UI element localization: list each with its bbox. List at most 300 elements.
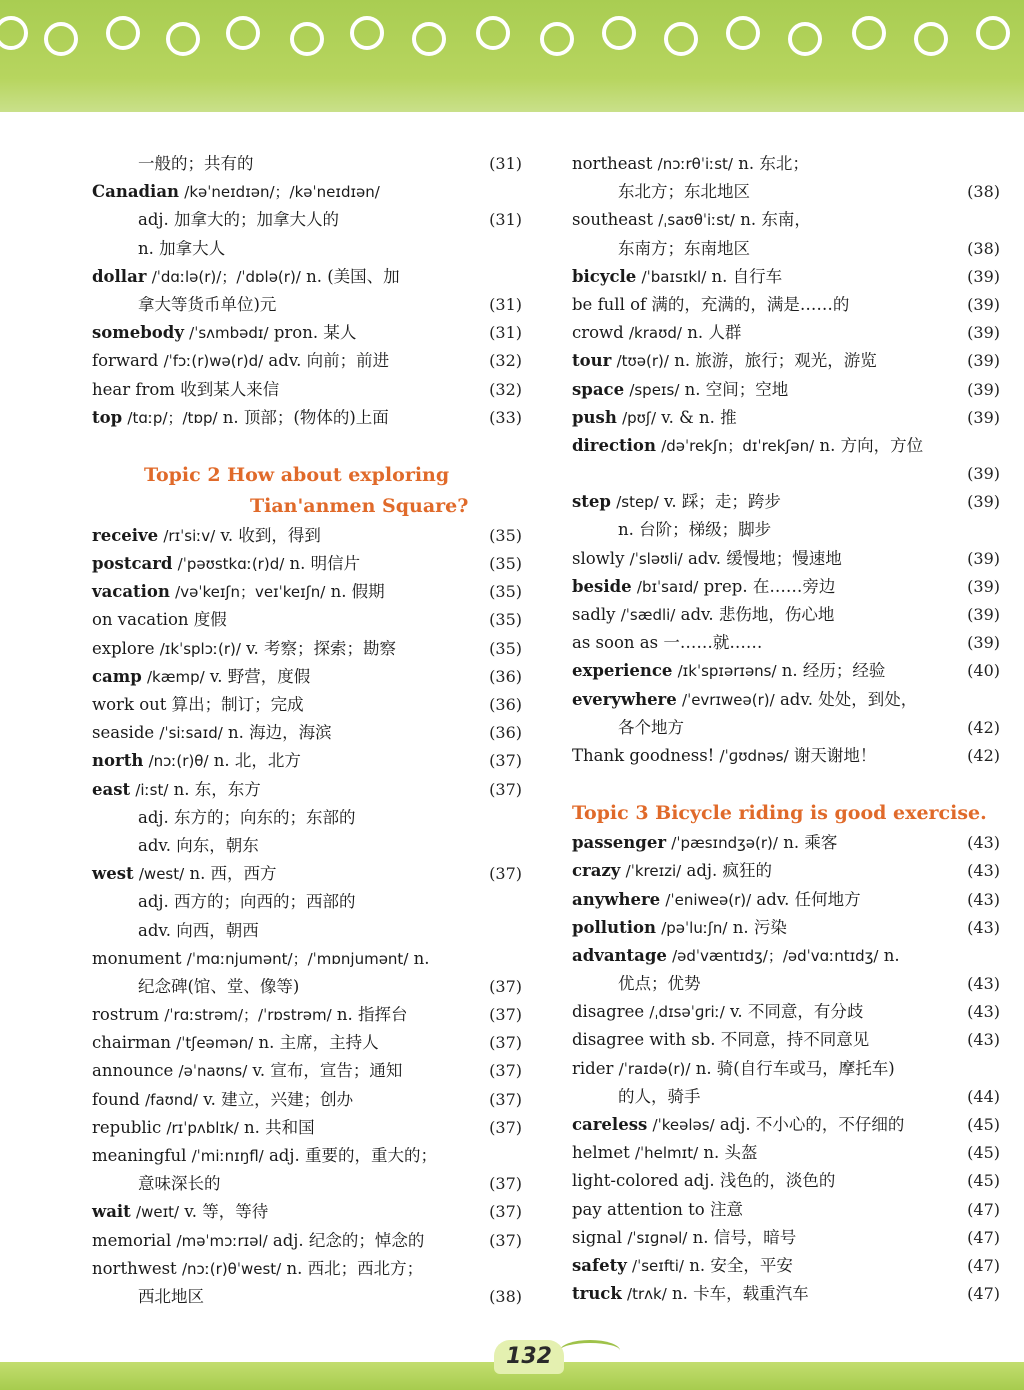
right-column — [572, 150, 1000, 1308]
page-ref: (39) — [967, 407, 1000, 427]
page-ref: (39) — [967, 464, 1000, 484]
headword: chairman — [92, 1033, 171, 1053]
vocab-line — [92, 1283, 522, 1311]
page-ref: (32) — [489, 379, 522, 399]
headword: postcard — [92, 554, 173, 574]
definition: n. 假期 — [330, 582, 385, 602]
vocab-line — [572, 886, 1000, 914]
vocab-line — [572, 178, 1000, 206]
ring-ornament — [0, 16, 28, 50]
headword: safety — [572, 1255, 627, 1275]
ring-ornament — [290, 22, 324, 56]
vocab-line — [92, 606, 522, 634]
phonetic: /ˈhelmɪt/ — [634, 1144, 699, 1163]
headword: helmet — [572, 1143, 630, 1163]
phonetic: /tʊə(r)/ — [616, 352, 669, 371]
headword: space — [572, 379, 625, 399]
phonetic: /ˈrɑːstrəm/；/ˈrɒstrəm/ — [164, 1006, 332, 1025]
page-ref: (35) — [489, 582, 522, 602]
vocab-line — [92, 832, 522, 860]
section-gap — [572, 770, 1000, 798]
page-number: 132 — [494, 1340, 564, 1374]
vocab-line — [572, 376, 1000, 404]
vocab-line — [92, 747, 522, 775]
page-ref: (40) — [967, 661, 1000, 681]
definition: n. 北，北方 — [213, 751, 301, 771]
definition: prep. 在……旁边 — [703, 576, 836, 596]
definition: n. — [883, 945, 900, 965]
definition: 一般的；共有的 — [138, 154, 254, 173]
vocab-line — [572, 829, 1000, 857]
page-ref: (35) — [489, 554, 522, 574]
phonetic: /ˈraɪdə(r)/ — [618, 1059, 691, 1078]
vocab-line — [92, 522, 522, 550]
definition: 东北方；东北地区 — [618, 182, 750, 202]
phonetic: /ˈevrɪweə(r)/ — [682, 690, 775, 709]
topic-heading: Topic 2 How about exploring — [144, 463, 450, 486]
definition: v. 踩；走；跨步 — [664, 492, 781, 512]
definition: n. 明信片 — [289, 554, 361, 574]
ring-ornament — [726, 16, 760, 50]
vocab-line — [92, 945, 522, 973]
headword: step — [572, 492, 611, 512]
page-ref: (39) — [967, 605, 1000, 624]
definition: n. — [413, 948, 430, 968]
headword: experience — [572, 661, 673, 681]
vocab-line — [92, 663, 522, 691]
phonetic: /step/ — [616, 493, 659, 512]
page-ref: (39) — [967, 548, 1000, 568]
headword: disagree with sb. — [572, 1030, 716, 1050]
definition: 谢天谢地！ — [793, 745, 877, 765]
definition: n. 人群 — [687, 323, 742, 343]
page-ref: (33) — [489, 407, 522, 427]
page-ref: (37) — [489, 1202, 522, 1222]
definition: n. 安全，平安 — [689, 1255, 793, 1275]
page-ref: (39) — [967, 323, 1000, 343]
definition: 拿大等货币单位)元 — [138, 294, 277, 314]
definition: n. 东南， — [740, 210, 811, 230]
definition: adj. 重要的，重大的； — [268, 1146, 437, 1165]
section-gap — [92, 432, 522, 460]
page-ref: (37) — [489, 976, 522, 996]
vocab-line — [92, 1086, 522, 1114]
vocab-line — [572, 1196, 1000, 1224]
definition: 一……就…… — [663, 633, 763, 653]
vocab-line — [572, 1280, 1000, 1308]
vocab-line — [92, 550, 522, 578]
phonetic: /məˈmɔːrɪəl/ — [176, 1231, 268, 1250]
phonetic: /ədˈvæntɪdʒ/；/ədˈvɑːntɪdʒ/ — [672, 946, 879, 965]
page-ref: (47) — [967, 1284, 1000, 1304]
definition: n. 顶部；(物体的)上面 — [222, 407, 389, 427]
vocab-line — [572, 347, 1000, 375]
page-ref: (37) — [489, 1230, 522, 1250]
vocab-line — [572, 235, 1000, 263]
vocab-line — [92, 804, 522, 832]
definition: 注意 — [709, 1199, 743, 1219]
vocab-line — [92, 635, 522, 663]
headword: memorial — [92, 1230, 172, 1250]
headword: forward — [92, 351, 159, 371]
vocab-line — [572, 629, 1000, 657]
definition: n. 乘客 — [783, 833, 838, 853]
vocab-line — [572, 291, 1000, 319]
headword: truck — [572, 1284, 622, 1304]
vocab-line — [92, 1255, 522, 1283]
headword: west — [92, 864, 134, 884]
vocab-line — [572, 998, 1000, 1026]
phonetic: /speɪs/ — [629, 380, 680, 399]
headword: passenger — [572, 833, 667, 853]
vocab-line — [92, 973, 522, 1001]
vocab-line — [572, 432, 1000, 460]
ring-ornament — [44, 22, 78, 56]
headword: explore — [92, 638, 155, 658]
definition: n. 指挥台 — [336, 1005, 408, 1025]
vocab-line — [572, 657, 1000, 685]
page-ref: (44) — [967, 1086, 1000, 1106]
definition: v. 宣布，宣告；通知 — [252, 1061, 403, 1081]
definition: n. 台阶；梯级；脚步 — [618, 520, 772, 540]
vocab-line — [92, 776, 522, 804]
headword: tour — [572, 351, 612, 371]
headword: advantage — [572, 945, 667, 965]
definition: n. 空间；空地 — [684, 379, 789, 399]
phonetic: /vəˈkeɪʃn；veɪˈkeɪʃn/ — [175, 583, 326, 602]
definition: n. 经历；经验 — [781, 661, 886, 681]
headword: Thank goodness! — [572, 745, 715, 765]
headword: be full of — [572, 294, 647, 314]
ring-ornament — [226, 16, 260, 50]
vocab-line — [92, 860, 522, 888]
vocab-line — [92, 291, 522, 319]
headword: meaningful — [92, 1146, 187, 1165]
phonetic: /kəˈneɪdɪən/；/kəˈneɪdɪən/ — [184, 183, 380, 202]
definition: adv. 向前；前进 — [268, 351, 390, 371]
headword: hear from — [92, 379, 175, 399]
definition: 满的，充满的，满是……的 — [651, 294, 850, 314]
page-ref: (45) — [967, 1143, 1000, 1163]
headword: Canadian — [92, 182, 180, 202]
phonetic: /kraʊd/ — [629, 324, 682, 343]
page-ref: (32) — [489, 351, 522, 371]
phonetic: /weɪt/ — [136, 1203, 180, 1222]
vocab-line — [92, 917, 522, 945]
vocab-line — [572, 404, 1000, 432]
definition: n. 加拿大人 — [138, 238, 226, 258]
definition: adv. 悲伤地，伤心地 — [680, 605, 835, 624]
topic-heading: Topic 3 Bicycle riding is good exercise. — [572, 802, 987, 825]
page-ref: (37) — [489, 779, 522, 799]
vocab-line — [572, 516, 1000, 544]
page-ref: (42) — [967, 745, 1000, 765]
vocab-line — [572, 488, 1000, 516]
headword: camp — [92, 666, 142, 686]
definition: n. 主席，主持人 — [258, 1033, 379, 1053]
headword: crazy — [572, 861, 621, 881]
vocab-line — [92, 888, 522, 916]
phonetic: /nɔːrθˈiːst/ — [657, 155, 733, 173]
definition: adj. 纪念的；悼念的 — [272, 1230, 425, 1250]
vocab-line — [572, 1139, 1000, 1167]
ring-ornament — [350, 16, 384, 50]
vocab-line — [572, 1111, 1000, 1139]
definition: n. 自行车 — [711, 266, 783, 286]
definition: n. 西，西方 — [189, 864, 277, 884]
phonetic: /iːst/ — [135, 780, 169, 799]
phonetic: /ˈsʌmbədɪ/ — [189, 324, 269, 343]
headword: pollution — [572, 917, 656, 937]
vocab-line — [92, 376, 522, 404]
headword: light-colored — [572, 1171, 679, 1191]
phonetic: /rɪˈpʌblɪk/ — [166, 1118, 239, 1137]
definition: 算出；制订；完成 — [171, 695, 304, 714]
headword: wait — [92, 1202, 131, 1222]
ring-ornament — [106, 16, 140, 50]
vocab-line — [572, 857, 1000, 885]
definition: v. 建立，兴建；创办 — [203, 1089, 354, 1109]
phonetic: /bɪˈsaɪd/ — [636, 577, 699, 596]
page-ref: (39) — [967, 576, 1000, 596]
vocabulary-page — [0, 112, 1024, 1362]
page-ref: (45) — [967, 1171, 1000, 1191]
page-ref: (42) — [967, 717, 1000, 737]
page-ref: (37) — [489, 751, 522, 771]
page-ref: (35) — [489, 525, 522, 545]
headword: everywhere — [572, 689, 677, 709]
vocab-line — [92, 404, 522, 432]
page-ref: (39) — [967, 492, 1000, 512]
vocab-line — [572, 1224, 1000, 1252]
definition: adj. 不小心的，不仔细的 — [719, 1115, 905, 1134]
headword: somebody — [92, 323, 184, 343]
phonetic: /ˈsɪɡnəl/ — [627, 1228, 688, 1247]
definition: adj. 东方的；向东的；东部的 — [138, 807, 356, 827]
headword: northwest — [92, 1258, 177, 1278]
definition: n. 污染 — [732, 917, 787, 937]
left-column — [92, 150, 522, 1311]
page-ref: (38) — [489, 1286, 522, 1306]
headword: dollar — [92, 266, 147, 286]
phonetic: /ˈeniweə(r)/ — [665, 890, 752, 909]
definition: v. & n. 推 — [661, 407, 737, 427]
headword: north — [92, 751, 144, 771]
vocab-line — [92, 578, 522, 606]
definition: adv. 处处，到处， — [779, 689, 918, 709]
vocab-line — [92, 1170, 522, 1198]
phonetic: /dəˈrekʃn；dɪˈrekʃən/ — [661, 436, 815, 455]
vocab-line — [572, 970, 1000, 998]
page-ref: (35) — [489, 610, 522, 630]
phonetic: /pʊʃ/ — [622, 408, 657, 427]
headword: republic — [92, 1117, 162, 1137]
definition: adj. 疯狂的 — [686, 861, 773, 881]
vocab-line — [92, 719, 522, 747]
vocab-line — [92, 1227, 522, 1255]
vocab-line — [572, 319, 1000, 347]
phonetic: /ˈmɑːnjumənt/；/ˈmɒnjumənt/ — [186, 949, 409, 968]
page-ref: (38) — [967, 182, 1000, 202]
page-ref: (36) — [489, 695, 522, 714]
page-ref: (31) — [489, 294, 522, 314]
vocab-line — [92, 206, 522, 234]
phonetic: /ˈbaɪsɪkl/ — [641, 267, 707, 286]
vocab-line — [92, 178, 522, 206]
phonetic: /ˌsaʊθˈiːst/ — [658, 211, 735, 230]
ring-ornament — [602, 16, 636, 50]
headword: top — [92, 407, 123, 427]
headword: vacation — [92, 582, 170, 602]
vocab-line — [92, 1029, 522, 1057]
headword: signal — [572, 1227, 623, 1247]
headword: pay attention to — [572, 1199, 705, 1219]
definition: 西北地区 — [138, 1286, 204, 1306]
footer-swoosh — [560, 1340, 620, 1361]
vocab-line — [92, 347, 522, 375]
page-ref: (36) — [489, 666, 522, 686]
definition: n. 东北； — [738, 154, 809, 173]
vocab-line — [92, 319, 522, 347]
definition: n. 海边，海滨 — [228, 723, 332, 743]
vocab-line — [92, 1198, 522, 1226]
page-ref: (43) — [967, 1002, 1000, 1022]
page-ref: (47) — [967, 1255, 1000, 1275]
vocab-line — [92, 263, 522, 291]
headword: seaside — [92, 723, 155, 743]
headword: monument — [92, 948, 182, 968]
page-ref: (37) — [489, 1061, 522, 1081]
page-ref: (47) — [967, 1227, 1000, 1247]
vocab-line — [572, 686, 1000, 714]
vocab-line — [92, 1114, 522, 1142]
phonetic: /ˈɡʊdnəs/ — [719, 746, 789, 765]
definition: adv. 任何地方 — [756, 889, 861, 909]
vocab-line — [572, 914, 1000, 942]
page-ref: (43) — [967, 917, 1000, 937]
headword: work out — [92, 695, 167, 714]
phonetic: /ˈtʃeəmən/ — [176, 1034, 254, 1053]
definition: 优点；优势 — [618, 974, 701, 994]
phonetic: /ˈkeələs/ — [652, 1116, 715, 1134]
phonetic: /trʌk/ — [627, 1285, 667, 1304]
page-ref: (43) — [967, 1030, 1000, 1050]
definition: n. 共和国 — [244, 1117, 315, 1137]
phonetic: /ˈsædli/ — [620, 606, 676, 624]
definition: 的人，骑手 — [618, 1086, 701, 1106]
vocab-line — [572, 1083, 1000, 1111]
header-band — [0, 0, 1024, 112]
phonetic: /ˈkreɪzi/ — [625, 862, 682, 881]
definition: v. 收到，得到 — [220, 525, 321, 545]
definition: adj. 浅色的，淡色的 — [683, 1171, 836, 1191]
definition: n. (美国、加 — [306, 266, 400, 286]
page-ref: (39) — [967, 633, 1000, 653]
definition: n. 卡车，载重汽车 — [672, 1284, 809, 1304]
headword: anywhere — [572, 889, 661, 909]
page-ref: (43) — [967, 861, 1000, 881]
headword: disagree — [572, 1002, 645, 1022]
page-ref: (47) — [967, 1199, 1000, 1219]
vocab-line — [572, 601, 1000, 629]
page-ref: (37) — [489, 1005, 522, 1025]
vocab-line — [572, 460, 1000, 488]
definition: v. 等，等待 — [184, 1202, 269, 1222]
phonetic: /rɪˈsiːv/ — [163, 526, 216, 545]
page-ref: (39) — [967, 294, 1000, 314]
page-ref: (31) — [489, 210, 522, 230]
vocab-line — [92, 235, 522, 263]
definition: n. 信号，暗号 — [692, 1227, 797, 1247]
ring-ornament — [412, 22, 446, 56]
phonetic: /nɔː(r)θˈwest/ — [181, 1259, 282, 1278]
definition: adv. 向西，朝西 — [138, 920, 259, 940]
headword: bicycle — [572, 266, 637, 286]
page-ref: (43) — [967, 974, 1000, 994]
definition: n. 西北；西北方； — [286, 1258, 424, 1278]
vocab-line — [572, 545, 1000, 573]
page-ref: (37) — [489, 1117, 522, 1137]
vocab-line — [572, 942, 1000, 970]
headword: as soon as — [572, 633, 659, 653]
definition: 东南方；东南地区 — [618, 238, 750, 258]
vocab-line — [572, 263, 1000, 291]
page-ref: (38) — [967, 238, 1000, 258]
page-ref: (37) — [489, 1174, 522, 1194]
definition: n. 旅游，旅行；观光，游览 — [674, 351, 877, 371]
phonetic: /əˈnaʊns/ — [178, 1062, 248, 1081]
phonetic: /ɪkˈspɪərɪəns/ — [677, 662, 777, 681]
page-ref: (43) — [967, 833, 1000, 853]
phonetic: /tɑːp/；/tɒp/ — [127, 408, 218, 427]
vocab-line — [572, 573, 1000, 601]
headword: beside — [572, 576, 632, 596]
ring-ornament — [852, 16, 886, 50]
phonetic: /faʊnd/ — [145, 1090, 198, 1109]
headword: northeast — [572, 154, 653, 173]
definition: pron. 某人 — [273, 323, 357, 343]
page-ref: (37) — [489, 1033, 522, 1053]
vocab-line — [572, 742, 1000, 770]
page-ref: (39) — [967, 351, 1000, 371]
definition: 各个地方 — [618, 717, 684, 737]
phonetic: /ˈpæsɪndʒə(r)/ — [671, 834, 778, 853]
ring-ornament — [788, 22, 822, 56]
ring-ornament — [914, 22, 948, 56]
vocab-line — [92, 150, 522, 178]
page-ref: (31) — [489, 323, 522, 343]
vocab-line — [92, 1142, 522, 1170]
vocab-line — [572, 1252, 1000, 1280]
vocab-line — [92, 1057, 522, 1085]
phonetic: /nɔː(r)θ/ — [148, 752, 209, 771]
definition: 纪念碑(馆、堂、像等) — [138, 976, 300, 996]
definition: v. 野营，度假 — [209, 666, 311, 686]
headword: slowly — [572, 548, 625, 568]
page-ref: (43) — [967, 889, 1000, 909]
ring-ornament — [664, 22, 698, 56]
definition: n. 骑(自行车或马，摩托车) — [695, 1058, 895, 1078]
phonetic: /ˈseɪfti/ — [632, 1256, 684, 1275]
vocab-line — [92, 1001, 522, 1029]
vocab-line — [572, 714, 1000, 742]
definition: n. 东，东方 — [173, 779, 261, 799]
page-ref: (37) — [489, 1089, 522, 1109]
definition: 不同意，持不同意见 — [720, 1030, 870, 1050]
definition: n. 头盔 — [703, 1143, 758, 1163]
ring-ornament — [476, 16, 510, 50]
phonetic: /kæmp/ — [146, 667, 205, 686]
